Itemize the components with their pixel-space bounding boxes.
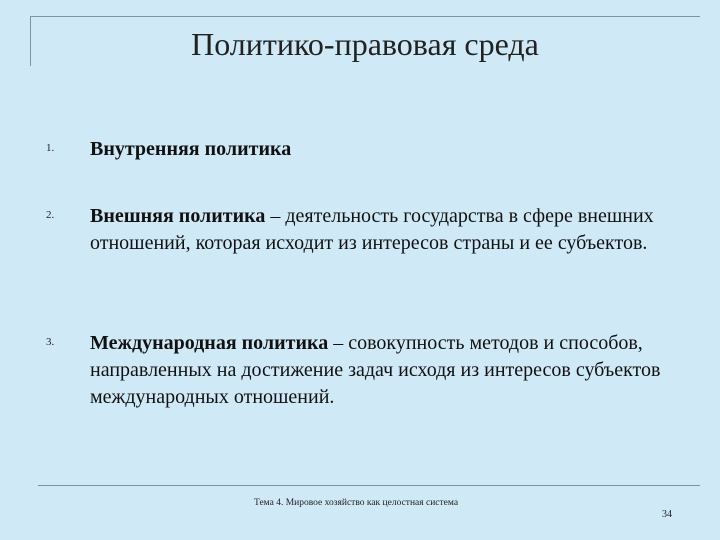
slide-title: Политико-правовая среда [191, 26, 539, 62]
title-frame-top-line [30, 16, 700, 17]
list-item-text [90, 203, 690, 257]
list-item-term: Международная политика [90, 332, 329, 354]
list-item-text [90, 330, 690, 411]
footer-caption: Тема 4. Мировое хозяйство как целостная система [254, 498, 459, 508]
list-item-term: Внутренняя политика [90, 138, 292, 160]
footer-divider [38, 485, 700, 486]
list-item-text [90, 136, 690, 163]
list-item-number: 1. [46, 142, 55, 154]
list-item-number: 3. [46, 336, 55, 348]
list-item-number: 2. [46, 209, 55, 221]
list-item-term: Внешняя политика [90, 205, 266, 227]
list-item-description: – совокупность методов и способов, направленных на достижение задач исходя из интересов субъектов международных отношений. [90, 332, 661, 408]
list-item-description: – деятельность государства в сфере внешних отношений, которая исходит из интересов страны и ее субъектов. [90, 205, 654, 254]
page-number: 34 [662, 509, 672, 520]
